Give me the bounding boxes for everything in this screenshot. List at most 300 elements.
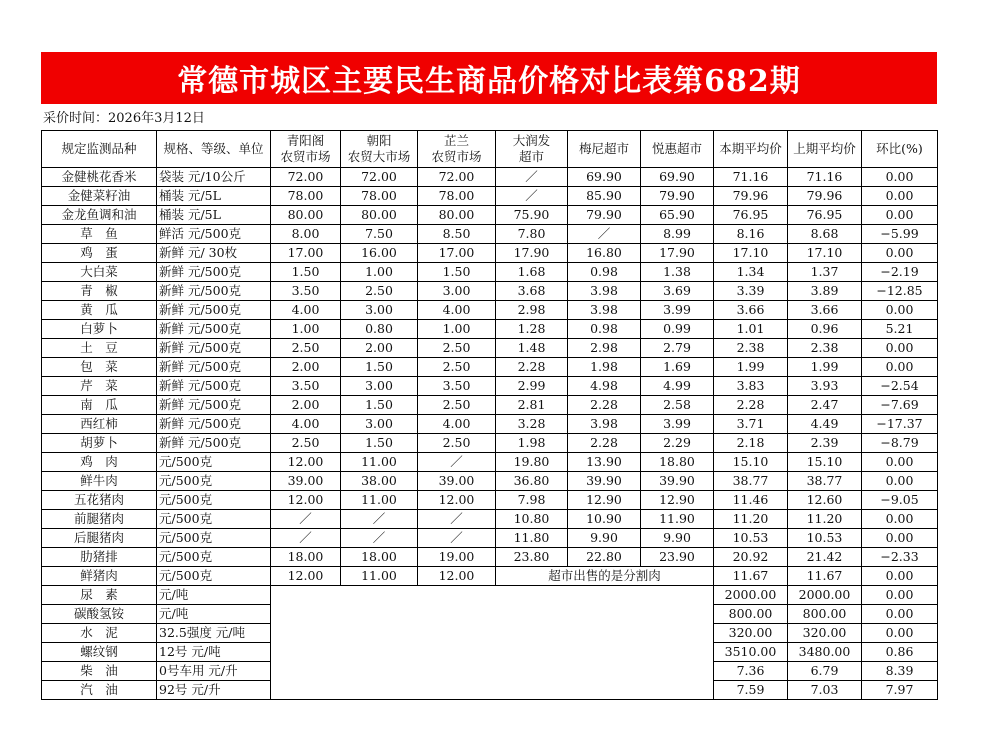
price-cell: 13.90 — [568, 453, 641, 472]
price-cell: 76.95 — [714, 206, 788, 225]
price-cell: 72.00 — [341, 168, 418, 187]
price-cell: 2.38 — [788, 339, 862, 358]
spec-cell: 32.5强度 元/吨 — [157, 624, 271, 643]
price-cell: 12.00 — [271, 567, 341, 586]
price-cell: 3.66 — [788, 301, 862, 320]
spec-cell: 新鲜 元/500克 — [157, 339, 271, 358]
price-cell: 1.37 — [788, 263, 862, 282]
price-cell: ／ — [496, 168, 568, 187]
item-name-cell: 白萝卜 — [42, 320, 157, 339]
item-name-cell: 尿 素 — [42, 586, 157, 605]
price-cell: 21.42 — [788, 548, 862, 567]
price-cell: 11.67 — [788, 567, 862, 586]
item-name-cell: 金健桃花香米 — [42, 168, 157, 187]
price-cell: 80.00 — [341, 206, 418, 225]
price-cell: 1.28 — [496, 320, 568, 339]
price-cell: 1.38 — [641, 263, 714, 282]
price-cell: 12.00 — [418, 567, 496, 586]
price-cell: 2.00 — [341, 339, 418, 358]
price-cell: 79.96 — [788, 187, 862, 206]
price-cell: 15.10 — [788, 453, 862, 472]
price-cell: 1.50 — [418, 263, 496, 282]
price-cell: 2.28 — [714, 396, 788, 415]
item-name-cell: 碳酸氢铵 — [42, 605, 157, 624]
price-cell: 1.34 — [714, 263, 788, 282]
price-cell: 79.96 — [714, 187, 788, 206]
price-cell: 2.00 — [271, 358, 341, 377]
price-cell: 3.98 — [568, 301, 641, 320]
price-cell: 2.38 — [714, 339, 788, 358]
price-cell: 16.80 — [568, 244, 641, 263]
spec-cell: 新鲜 元/500克 — [157, 415, 271, 434]
price-cell: 69.90 — [568, 168, 641, 187]
price-cell: 0.00 — [862, 358, 938, 377]
price-cell: 2.29 — [641, 434, 714, 453]
price-cell: 12.90 — [568, 491, 641, 510]
price-cell: 8.00 — [271, 225, 341, 244]
price-cell: 12.60 — [788, 491, 862, 510]
price-cell: 1.99 — [714, 358, 788, 377]
price-cell: ／ — [341, 529, 418, 548]
price-cell: 11.90 — [641, 510, 714, 529]
price-cell: 17.00 — [271, 244, 341, 263]
spec-cell: 鲜活 元/500克 — [157, 225, 271, 244]
price-cell: 2.58 — [641, 396, 714, 415]
price-cell: 3.00 — [341, 301, 418, 320]
table-row — [42, 168, 938, 187]
price-cell: 17.10 — [788, 244, 862, 263]
table-row — [42, 453, 938, 472]
price-cell: 0.00 — [862, 244, 938, 263]
price-cell: 2.50 — [418, 396, 496, 415]
price-cell: 0.00 — [862, 605, 938, 624]
price-cell: 8.99 — [641, 225, 714, 244]
price-cell: 4.00 — [418, 301, 496, 320]
spec-cell: 元/500克 — [157, 529, 271, 548]
price-cell: 3510.00 — [714, 643, 788, 662]
price-cell: 8.68 — [788, 225, 862, 244]
table-row — [42, 263, 938, 282]
price-cell: 11.20 — [714, 510, 788, 529]
spec-cell: 92号 元/升 — [157, 681, 271, 700]
price-cell: 320.00 — [788, 624, 862, 643]
spec-cell: 桶装 元/5L — [157, 187, 271, 206]
column-header: 朝阳 农贸大市场 — [341, 131, 418, 168]
spec-cell: 元/500克 — [157, 472, 271, 491]
item-name-cell: 汽 油 — [42, 681, 157, 700]
price-cell: 76.95 — [788, 206, 862, 225]
item-name-cell: 鲜猪肉 — [42, 567, 157, 586]
price-cell: 7.98 — [496, 491, 568, 510]
price-cell: 3.00 — [341, 415, 418, 434]
column-header: 大润发 超市 — [496, 131, 568, 168]
price-cell: 12.00 — [271, 453, 341, 472]
price-cell: 1.01 — [714, 320, 788, 339]
price-cell: −9.05 — [862, 491, 938, 510]
price-cell: 2.50 — [271, 339, 341, 358]
price-cell: 320.00 — [714, 624, 788, 643]
price-cell: 1.50 — [341, 434, 418, 453]
price-cell: 10.80 — [496, 510, 568, 529]
price-table — [41, 130, 938, 700]
price-cell: 79.90 — [641, 187, 714, 206]
item-name-cell: 南 瓜 — [42, 396, 157, 415]
price-cell: 7.97 — [862, 681, 938, 700]
spec-cell: 新鲜 元/500克 — [157, 377, 271, 396]
price-cell: 3.99 — [641, 415, 714, 434]
item-name-cell: 芹 菜 — [42, 377, 157, 396]
price-cell: 1.50 — [341, 396, 418, 415]
table-row — [42, 586, 938, 605]
price-cell: 3.28 — [496, 415, 568, 434]
price-cell: 19.00 — [418, 548, 496, 567]
price-cell: 38.77 — [788, 472, 862, 491]
empty-merged-cell — [271, 586, 714, 700]
price-cell: 0.80 — [341, 320, 418, 339]
price-cell: 0.00 — [862, 510, 938, 529]
price-cell: 1.00 — [271, 320, 341, 339]
price-cell: 3.39 — [714, 282, 788, 301]
item-name-cell: 金健菜籽油 — [42, 187, 157, 206]
price-cell: 2.47 — [788, 396, 862, 415]
price-cell: ／ — [271, 529, 341, 548]
price-cell: 1.69 — [641, 358, 714, 377]
column-header: 芷兰 农贸市场 — [418, 131, 496, 168]
price-cell: −2.33 — [862, 548, 938, 567]
price-cell: ／ — [341, 510, 418, 529]
table-row — [42, 320, 938, 339]
price-cell: 0.00 — [862, 624, 938, 643]
price-cell: −17.37 — [862, 415, 938, 434]
price-cell: 3.50 — [418, 377, 496, 396]
table-row — [42, 491, 938, 510]
price-cell: 3.50 — [271, 377, 341, 396]
table-row — [42, 548, 938, 567]
item-name-cell: 草 鱼 — [42, 225, 157, 244]
table-row — [42, 529, 938, 548]
price-cell: −2.19 — [862, 263, 938, 282]
price-cell: 80.00 — [418, 206, 496, 225]
price-cell: 4.00 — [418, 415, 496, 434]
price-cell: 18.00 — [271, 548, 341, 567]
price-cell: 80.00 — [271, 206, 341, 225]
item-name-cell: 后腿猪肉 — [42, 529, 157, 548]
spec-cell: 桶装 元/5L — [157, 206, 271, 225]
price-cell: 0.00 — [862, 586, 938, 605]
table-row — [42, 282, 938, 301]
price-cell: 3.71 — [714, 415, 788, 434]
price-cell: 2.50 — [418, 339, 496, 358]
spec-cell: 元/500克 — [157, 567, 271, 586]
price-cell: 71.16 — [714, 168, 788, 187]
table-row — [42, 510, 938, 529]
price-cell: 2.50 — [341, 282, 418, 301]
column-header: 环比(%) — [862, 131, 938, 168]
price-cell: 800.00 — [788, 605, 862, 624]
price-cell: 2.81 — [496, 396, 568, 415]
price-cell: 23.90 — [641, 548, 714, 567]
spec-cell: 新鲜 元/500克 — [157, 434, 271, 453]
price-cell: 22.80 — [568, 548, 641, 567]
spec-cell: 新鲜 元/500克 — [157, 282, 271, 301]
price-cell: 4.99 — [641, 377, 714, 396]
price-cell: 0.00 — [862, 187, 938, 206]
spec-cell: 元/500克 — [157, 548, 271, 567]
price-cell: 4.00 — [271, 301, 341, 320]
price-cell: 1.00 — [341, 263, 418, 282]
spec-cell: 新鲜 元/ 30枚 — [157, 244, 271, 263]
price-cell: 2.28 — [568, 396, 641, 415]
price-cell: 11.00 — [341, 491, 418, 510]
item-name-cell: 肋猪排 — [42, 548, 157, 567]
price-cell: 0.00 — [862, 529, 938, 548]
price-cell: 3.89 — [788, 282, 862, 301]
price-cell: 3.50 — [271, 282, 341, 301]
price-cell: 7.80 — [496, 225, 568, 244]
price-cell: −7.69 — [862, 396, 938, 415]
price-cell: 3.66 — [714, 301, 788, 320]
column-header: 梅尼超市 — [568, 131, 641, 168]
table-row — [42, 187, 938, 206]
price-cell: ／ — [418, 510, 496, 529]
price-cell: 8.50 — [418, 225, 496, 244]
price-cell: 16.00 — [341, 244, 418, 263]
survey-date: 采价时间：2026年3月12日 — [43, 111, 205, 126]
price-cell: 2.50 — [418, 434, 496, 453]
price-cell: 3.69 — [641, 282, 714, 301]
item-name-cell: 土 豆 — [42, 339, 157, 358]
spec-cell: 0号车用 元/升 — [157, 662, 271, 681]
price-cell: 7.50 — [341, 225, 418, 244]
price-cell: 2.00 — [271, 396, 341, 415]
spec-cell: 新鲜 元/500克 — [157, 358, 271, 377]
price-cell: 0.96 — [788, 320, 862, 339]
spec-cell: 元/500克 — [157, 510, 271, 529]
table-header-row — [42, 131, 938, 168]
price-cell: 79.90 — [568, 206, 641, 225]
price-cell: 6.79 — [788, 662, 862, 681]
price-cell: 1.68 — [496, 263, 568, 282]
price-cell: 3.98 — [568, 282, 641, 301]
price-cell: 17.90 — [496, 244, 568, 263]
column-header: 上期平均价 — [788, 131, 862, 168]
price-cell: 65.90 — [641, 206, 714, 225]
spec-cell: 元/吨 — [157, 605, 271, 624]
price-cell: 20.92 — [714, 548, 788, 567]
price-cell: 17.90 — [641, 244, 714, 263]
price-cell: 2.79 — [641, 339, 714, 358]
price-cell: 0.00 — [862, 301, 938, 320]
price-cell: 3.98 — [568, 415, 641, 434]
price-cell: ／ — [418, 453, 496, 472]
price-cell: 1.98 — [568, 358, 641, 377]
column-header: 规定监测品种 — [42, 131, 157, 168]
price-cell: 3.00 — [418, 282, 496, 301]
spec-cell: 元/500克 — [157, 491, 271, 510]
price-cell: 3.83 — [714, 377, 788, 396]
spec-cell: 元/吨 — [157, 586, 271, 605]
spec-cell: 元/500克 — [157, 453, 271, 472]
price-cell: ／ — [418, 529, 496, 548]
price-cell: 39.90 — [641, 472, 714, 491]
price-cell: 1.50 — [271, 263, 341, 282]
price-cell: 7.36 — [714, 662, 788, 681]
item-name-cell: 五花猪肉 — [42, 491, 157, 510]
column-header: 青阳阁 农贸市场 — [271, 131, 341, 168]
price-cell: ／ — [568, 225, 641, 244]
spec-cell: 新鲜 元/500克 — [157, 396, 271, 415]
price-cell: 7.59 — [714, 681, 788, 700]
price-cell: 2.28 — [568, 434, 641, 453]
table-row — [42, 415, 938, 434]
price-cell: 2.39 — [788, 434, 862, 453]
spec-cell: 12号 元/吨 — [157, 643, 271, 662]
price-cell: 1.99 — [788, 358, 862, 377]
table-row — [42, 301, 938, 320]
price-cell: −8.79 — [862, 434, 938, 453]
price-cell: 78.00 — [341, 187, 418, 206]
price-cell: 72.00 — [418, 168, 496, 187]
supermarket-note-cell: 超市出售的是分割肉 — [496, 567, 714, 586]
item-name-cell: 前腿猪肉 — [42, 510, 157, 529]
table-row — [42, 358, 938, 377]
price-cell: 78.00 — [418, 187, 496, 206]
price-cell: 2000.00 — [788, 586, 862, 605]
price-cell: 7.03 — [788, 681, 862, 700]
page-title-banner: 常德市城区主要民生商品价格对比表第682期 — [41, 52, 937, 104]
price-cell: 5.21 — [862, 320, 938, 339]
price-cell: 0.98 — [568, 320, 641, 339]
price-cell: 9.90 — [568, 529, 641, 548]
item-name-cell: 柴 油 — [42, 662, 157, 681]
price-cell: 15.10 — [714, 453, 788, 472]
price-cell: 3.99 — [641, 301, 714, 320]
price-cell: 18.00 — [341, 548, 418, 567]
price-cell: 72.00 — [271, 168, 341, 187]
price-cell: 19.80 — [496, 453, 568, 472]
price-cell: 69.90 — [641, 168, 714, 187]
price-cell: 1.48 — [496, 339, 568, 358]
price-cell: 0.00 — [862, 206, 938, 225]
price-cell: 78.00 — [271, 187, 341, 206]
price-cell: 8.39 — [862, 662, 938, 681]
spec-cell: 袋装 元/10公斤 — [157, 168, 271, 187]
table-row — [42, 225, 938, 244]
price-cell: ／ — [271, 510, 341, 529]
table-row — [42, 434, 938, 453]
item-name-cell: 金龙鱼调和油 — [42, 206, 157, 225]
price-cell: 11.80 — [496, 529, 568, 548]
price-cell: 2.50 — [418, 358, 496, 377]
price-cell: 12.00 — [271, 491, 341, 510]
price-cell: −12.85 — [862, 282, 938, 301]
price-cell: 4.00 — [271, 415, 341, 434]
price-cell: 17.10 — [714, 244, 788, 263]
price-cell: 0.99 — [641, 320, 714, 339]
item-name-cell: 黄 瓜 — [42, 301, 157, 320]
price-cell: 10.53 — [714, 529, 788, 548]
table-row — [42, 339, 938, 358]
item-name-cell: 大白菜 — [42, 263, 157, 282]
item-name-cell: 鸡 蛋 — [42, 244, 157, 263]
item-name-cell: 鲜牛肉 — [42, 472, 157, 491]
price-cell: 800.00 — [714, 605, 788, 624]
column-header: 规格、等级、单位 — [157, 131, 271, 168]
price-cell: 39.00 — [418, 472, 496, 491]
price-cell: 12.00 — [418, 491, 496, 510]
price-cell: 11.20 — [788, 510, 862, 529]
price-cell: 12.90 — [641, 491, 714, 510]
price-cell: 0.00 — [862, 567, 938, 586]
item-name-cell: 螺纹钢 — [42, 643, 157, 662]
price-cell: 2.50 — [271, 434, 341, 453]
table-row — [42, 377, 938, 396]
price-cell: 71.16 — [788, 168, 862, 187]
price-cell: 1.00 — [418, 320, 496, 339]
item-name-cell: 包 菜 — [42, 358, 157, 377]
price-cell: 0.86 — [862, 643, 938, 662]
table-row — [42, 206, 938, 225]
price-cell: 9.90 — [641, 529, 714, 548]
price-cell: 11.00 — [341, 453, 418, 472]
table-row — [42, 396, 938, 415]
price-cell: 38.77 — [714, 472, 788, 491]
price-cell: 0.00 — [862, 168, 938, 187]
price-cell: 3.68 — [496, 282, 568, 301]
price-cell: 11.67 — [714, 567, 788, 586]
price-cell: 10.53 — [788, 529, 862, 548]
item-name-cell: 水 泥 — [42, 624, 157, 643]
price-cell: 36.80 — [496, 472, 568, 491]
price-cell: 39.90 — [568, 472, 641, 491]
price-cell: 3.00 — [341, 377, 418, 396]
table-row — [42, 244, 938, 263]
price-cell: 2.18 — [714, 434, 788, 453]
column-header: 本期平均价 — [714, 131, 788, 168]
price-cell: ／ — [496, 187, 568, 206]
price-cell: 17.00 — [418, 244, 496, 263]
price-cell: 11.46 — [714, 491, 788, 510]
price-cell: 2000.00 — [714, 586, 788, 605]
price-cell: 2.98 — [496, 301, 568, 320]
price-cell: 10.90 — [568, 510, 641, 529]
item-name-cell: 青 椒 — [42, 282, 157, 301]
price-cell: 0.00 — [862, 453, 938, 472]
price-cell: 2.99 — [496, 377, 568, 396]
price-cell: 18.80 — [641, 453, 714, 472]
price-cell: 11.00 — [341, 567, 418, 586]
price-cell: 39.00 — [271, 472, 341, 491]
item-name-cell: 西红柿 — [42, 415, 157, 434]
price-cell: 2.98 — [568, 339, 641, 358]
item-name-cell: 鸡 肉 — [42, 453, 157, 472]
price-cell: 75.90 — [496, 206, 568, 225]
price-cell: 3480.00 — [788, 643, 862, 662]
spec-cell: 新鲜 元/500克 — [157, 320, 271, 339]
column-header: 悦惠超市 — [641, 131, 714, 168]
item-name-cell: 胡萝卜 — [42, 434, 157, 453]
price-cell: 2.28 — [496, 358, 568, 377]
price-cell: 8.16 — [714, 225, 788, 244]
price-cell: 0.00 — [862, 472, 938, 491]
price-cell: 1.98 — [496, 434, 568, 453]
price-cell: 3.93 — [788, 377, 862, 396]
price-cell: 1.50 — [341, 358, 418, 377]
price-cell: 4.98 — [568, 377, 641, 396]
price-cell: 0.98 — [568, 263, 641, 282]
price-cell: 23.80 — [496, 548, 568, 567]
price-cell: 0.00 — [862, 339, 938, 358]
